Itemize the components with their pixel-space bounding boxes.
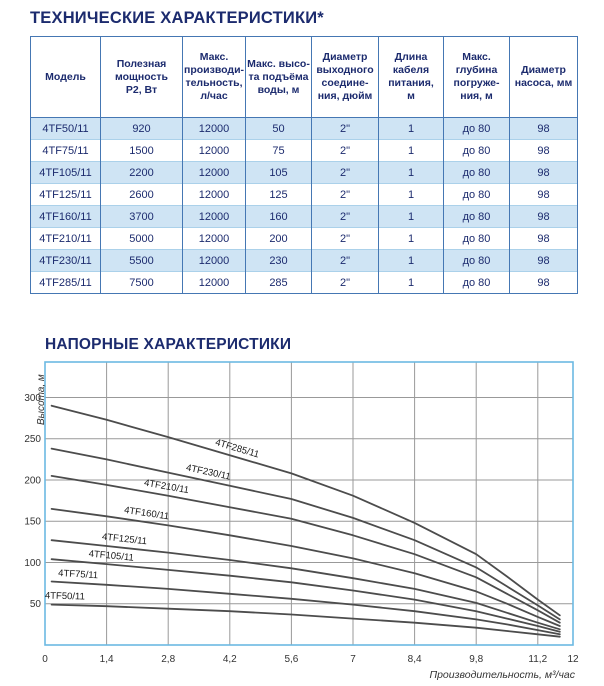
spec-header-row — [31, 37, 578, 118]
table-cell: до 80 — [444, 272, 510, 294]
y-tick-label: 100 — [24, 557, 41, 569]
table-cell: 2" — [312, 250, 379, 272]
table-cell: 98 — [510, 140, 578, 162]
table-cell: 125 — [246, 184, 312, 206]
table-cell: 2200 — [101, 162, 183, 184]
table-cell: 12000 — [183, 228, 246, 250]
y-axis-label: Высота, м — [36, 374, 47, 425]
column-header: Модель — [31, 37, 101, 118]
table-cell: 4TF75/11 — [31, 140, 101, 162]
table-cell: 1 — [379, 206, 444, 228]
table-cell: 2" — [312, 184, 379, 206]
table-cell: 4TF160/11 — [31, 206, 101, 228]
y-tick-label: 300 — [24, 392, 41, 404]
table-row — [31, 250, 578, 272]
spec-table-body — [31, 118, 578, 294]
table-cell: 4TF230/11 — [31, 250, 101, 272]
table-cell: 4TF105/11 — [31, 162, 101, 184]
curve-4TF160/11 — [52, 509, 560, 626]
column-header: Длина кабеля питания, м — [379, 37, 444, 118]
x-tick-label: 5,6 — [284, 654, 299, 665]
specs-table — [30, 36, 578, 294]
curve-label: 4TF75/11 — [57, 567, 99, 582]
curve-label-group — [45, 590, 85, 602]
table-cell: 12000 — [183, 118, 246, 140]
table-cell: до 80 — [444, 118, 510, 140]
table-cell: до 80 — [444, 250, 510, 272]
curve-label: 4TF230/11 — [185, 462, 232, 483]
table-cell: 4TF285/11 — [31, 272, 101, 294]
y-tick-label: 150 — [24, 516, 41, 528]
x-tick-labels — [42, 654, 579, 665]
x-tick-label: 4,2 — [222, 654, 237, 665]
table-cell: 4TF210/11 — [31, 228, 101, 250]
curve-label: 4TF50/11 — [44, 590, 86, 603]
column-header: Макс. глубина погруже- ния, м — [444, 37, 510, 118]
table-cell: 12000 — [183, 162, 246, 184]
table-cell: 12000 — [183, 184, 246, 206]
curve-labels — [45, 437, 261, 602]
table-cell: 2" — [312, 118, 379, 140]
table-cell: 50 — [246, 118, 312, 140]
table-cell: 98 — [510, 206, 578, 228]
table-cell: 230 — [246, 250, 312, 272]
x-tick-label: 0 — [42, 654, 48, 665]
table-cell: 98 — [510, 228, 578, 250]
table-cell: 2" — [312, 140, 379, 162]
x-tick-label: 1,4 — [99, 654, 114, 665]
table-row — [31, 206, 578, 228]
table-cell: до 80 — [444, 228, 510, 250]
x-tick-label: 7 — [350, 654, 356, 665]
table-cell: 7500 — [101, 272, 183, 294]
table-cell: 105 — [246, 162, 312, 184]
y-tick-label: 50 — [29, 599, 41, 611]
column-header: Полезная мощность Р2, Вт — [101, 37, 183, 118]
table-cell: 12000 — [183, 272, 246, 294]
table-cell: 4TF50/11 — [31, 118, 101, 140]
table-cell: 1 — [379, 118, 444, 140]
table-row — [31, 184, 578, 206]
curve-label: 4TF125/11 — [101, 531, 148, 548]
table-cell: 98 — [510, 272, 578, 294]
column-header: Макс. производи- тельность, л/час — [183, 37, 246, 118]
table-cell: 12000 — [183, 250, 246, 272]
table-cell: 1 — [379, 250, 444, 272]
table-cell: 98 — [510, 184, 578, 206]
table-cell: 1 — [379, 140, 444, 162]
table-cell: 4TF125/11 — [31, 184, 101, 206]
x-tick-label: 8,4 — [407, 654, 422, 665]
table-cell: 2" — [312, 272, 379, 294]
curve-label-group — [88, 549, 134, 564]
table-cell: 12000 — [183, 140, 246, 162]
table-cell: 160 — [246, 206, 312, 228]
specs-title: ТЕХНИЧЕСКИЕ ХАРАКТЕРИСТИКИ* — [30, 9, 324, 27]
column-header: Макс. высо- та подъёма воды, м — [246, 37, 312, 118]
table-row — [31, 228, 578, 250]
curve-label-group — [58, 568, 99, 581]
table-cell: 2600 — [101, 184, 183, 206]
table-cell: 5000 — [101, 228, 183, 250]
table-cell: до 80 — [444, 162, 510, 184]
table-cell: до 80 — [444, 184, 510, 206]
curve-label: 4TF285/11 — [213, 437, 261, 461]
table-cell: до 80 — [444, 206, 510, 228]
table-cell: 5500 — [101, 250, 183, 272]
x-tick-label: 11,2 — [528, 654, 548, 665]
curve-label: 4TF210/11 — [143, 477, 190, 497]
head-chart-svg — [0, 355, 604, 686]
table-cell: 75 — [246, 140, 312, 162]
table-row — [31, 162, 578, 184]
table-cell: 98 — [510, 250, 578, 272]
table-cell: 98 — [510, 118, 578, 140]
column-header: Диаметр выходного соедине- ния, дюйм — [312, 37, 379, 118]
table-cell: 1500 — [101, 140, 183, 162]
column-header: Диаметр насоса, мм — [510, 37, 578, 118]
table-cell: 1 — [379, 184, 444, 206]
table-row — [31, 118, 578, 140]
table-cell: 1 — [379, 162, 444, 184]
table-cell: 2" — [312, 206, 379, 228]
y-tick-label: 250 — [24, 434, 41, 446]
table-row — [31, 272, 578, 294]
table-cell: до 80 — [444, 140, 510, 162]
table-row — [31, 140, 578, 162]
table-cell: 1 — [379, 272, 444, 294]
table-cell: 1 — [379, 228, 444, 250]
table-cell: 12000 — [183, 206, 246, 228]
table-cell: 98 — [510, 162, 578, 184]
curve-label-group — [101, 532, 147, 548]
table-cell: 2" — [312, 228, 379, 250]
x-axis-label: Производительность, м³/час — [429, 669, 575, 681]
table-cell: 285 — [246, 272, 312, 294]
curve-label: 4TF160/11 — [123, 504, 170, 523]
curve-label: 4TF105/11 — [88, 548, 135, 564]
y-tick-label: 200 — [24, 475, 41, 487]
table-cell: 3700 — [101, 206, 183, 228]
table-cell: 2" — [312, 162, 379, 184]
table-cell: 200 — [246, 228, 312, 250]
chart-title: НАПОРНЫЕ ХАРАКТЕРИСТИКИ — [45, 336, 292, 353]
table-cell: 920 — [101, 118, 183, 140]
x-tick-label: 12 — [567, 654, 579, 665]
x-tick-label: 9,8 — [469, 654, 484, 665]
x-tick-label: 2,8 — [161, 654, 176, 665]
